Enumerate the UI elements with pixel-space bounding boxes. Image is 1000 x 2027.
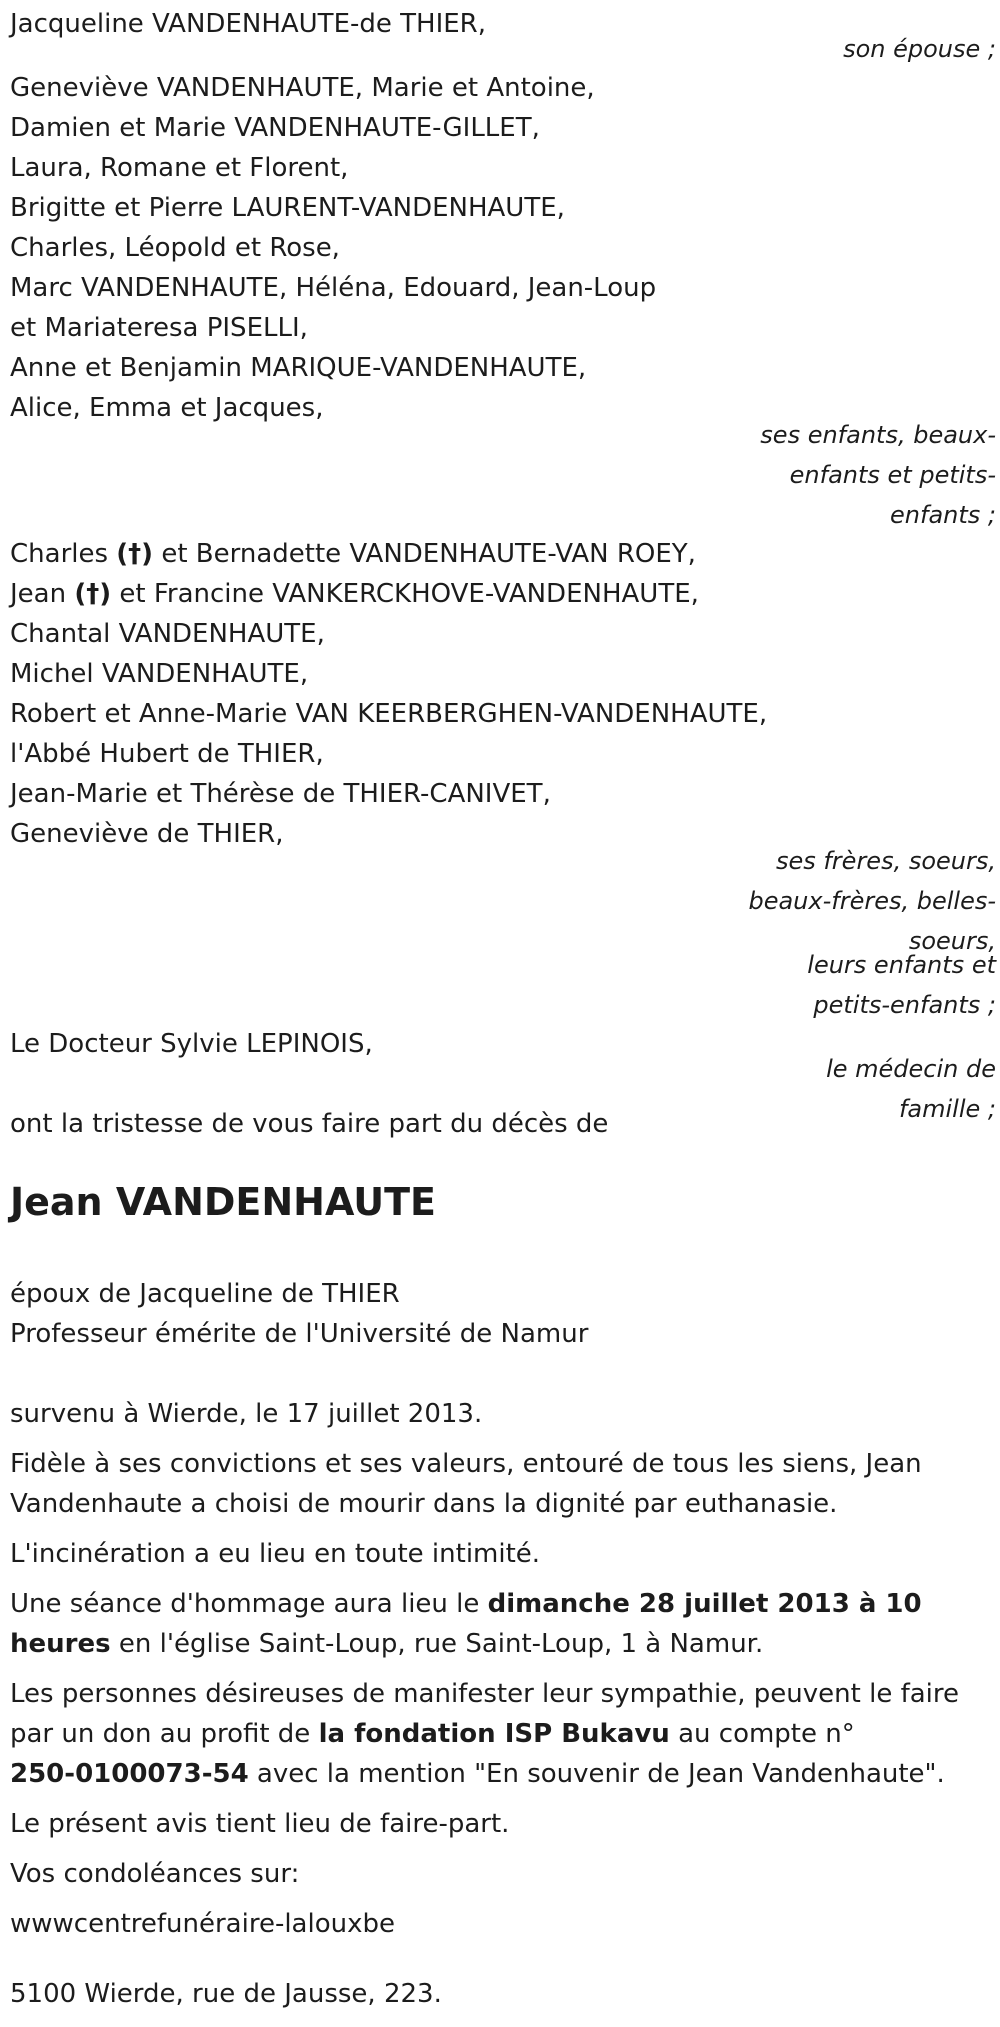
sibling-rest: et Francine VANKERCKHOVE-VANDENHAUTE, <box>119 579 699 609</box>
text: au compte n° <box>669 1719 855 1749</box>
death-notice: survenu à Wierde, le 17 juillet 2013. <box>10 1399 483 1429</box>
siblings-role: leurs enfants et <box>807 951 996 979</box>
children-role: enfants ; <box>890 501 996 529</box>
doctor-line: Le Docteur Sylvie LEPINOIS, <box>10 1029 373 1059</box>
cross-symbol: (†) <box>74 579 112 609</box>
sibling-name: Jean <box>10 579 67 609</box>
spouse-role: son épouse ; <box>843 35 996 63</box>
children-line: Geneviève VANDENHAUTE, Marie et Antoine, <box>10 73 595 103</box>
announcement: ont la tristesse de vous faire part du décès de <box>10 1109 609 1139</box>
foundation-name: la fondation ISP Bukavu <box>318 1719 670 1749</box>
sibling-name: Charles <box>10 539 109 569</box>
sibling-line: Geneviève de THIER, <box>10 819 284 849</box>
donation-line <box>10 1718 855 1750</box>
address: 5100 Wierde, rue de Jausse, 223. <box>10 1979 442 2009</box>
spouse-line: Jacqueline VANDENHAUTE-de THIER, <box>10 9 486 39</box>
paragraph: Vos condoléances sur: <box>10 1859 300 1889</box>
children-line: Marc VANDENHAUTE, Héléna, Edouard, Jean-Loup <box>10 273 657 303</box>
cross-symbol: (†) <box>116 539 154 569</box>
ceremony-line <box>10 1628 763 1660</box>
sibling-line <box>10 578 699 610</box>
sibling-rest: et Bernadette VANDENHAUTE-VAN ROEY, <box>161 539 696 569</box>
ceremony-date: dimanche 28 juillet 2013 à 10 <box>487 1589 922 1619</box>
children-line: Laura, Romane et Florent, <box>10 153 349 183</box>
deceased-title: Professeur émérite de l'Université de Namur <box>10 1319 589 1349</box>
sibling-line: l'Abbé Hubert de THIER, <box>10 739 324 769</box>
children-line: Brigitte et Pierre LAURENT-VANDENHAUTE, <box>10 193 565 223</box>
children-line: Damien et Marie VANDENHAUTE-GILLET, <box>10 113 540 143</box>
condolence-website: wwwcentrefunéraire-lalouxbe <box>10 1909 395 1939</box>
children-line: Charles, Léopold et Rose, <box>10 233 340 263</box>
children-line: Alice, Emma et Jacques, <box>10 393 324 423</box>
ceremony-time: heures <box>10 1629 111 1659</box>
sibling-line <box>10 538 696 570</box>
spouse-of: époux de Jacqueline de THIER <box>10 1279 400 1309</box>
sibling-line: Robert et Anne-Marie VAN KEERBERGHEN-VANDENHAUTE, <box>10 699 768 729</box>
children-line: et Mariateresa PISELLI, <box>10 313 308 343</box>
siblings-role: soeurs, <box>908 927 996 955</box>
doctor-role: le médecin de <box>826 1055 996 1083</box>
text: par un don au profit de <box>10 1719 319 1749</box>
donation-line <box>10 1758 945 1790</box>
text: en l'église Saint-Loup, rue Saint-Loup, 1 à Namur. <box>110 1629 764 1659</box>
siblings-role: beaux-frères, belles- <box>748 887 996 915</box>
children-role: enfants et petits- <box>789 461 996 489</box>
paragraph: Le présent avis tient lieu de faire-part. <box>10 1809 510 1839</box>
deceased-name: Jean VANDENHAUTE <box>10 1180 436 1224</box>
children-role: ses enfants, beaux- <box>760 421 996 449</box>
text: Une séance d'hommage aura lieu le <box>10 1589 488 1619</box>
siblings-role: petits-enfants ; <box>813 991 996 1019</box>
account-number: 250-0100073-54 <box>10 1759 249 1789</box>
paragraph: Vandenhaute a choisi de mourir dans la dignité par euthanasie. <box>10 1489 838 1519</box>
sibling-line: Michel VANDENHAUTE, <box>10 659 309 689</box>
doctor-role: famille ; <box>898 1095 996 1123</box>
paragraph: L'incinération a eu lieu en toute intimité. <box>10 1539 541 1569</box>
text: avec la mention "En souvenir de Jean Vandenhaute". <box>248 1759 945 1789</box>
children-line: Anne et Benjamin MARIQUE-VANDENHAUTE, <box>10 353 587 383</box>
sibling-line: Jean-Marie et Thérèse de THIER-CANIVET, <box>10 779 551 809</box>
ceremony-line <box>10 1588 922 1620</box>
paragraph: Fidèle à ses convictions et ses valeurs, entouré de tous les siens, Jean <box>10 1449 922 1479</box>
sibling-line: Chantal VANDENHAUTE, <box>10 619 325 649</box>
siblings-role: ses frères, soeurs, <box>775 847 996 875</box>
paragraph: Les personnes désireuses de manifester leur sympathie, peuvent le faire <box>10 1679 959 1709</box>
